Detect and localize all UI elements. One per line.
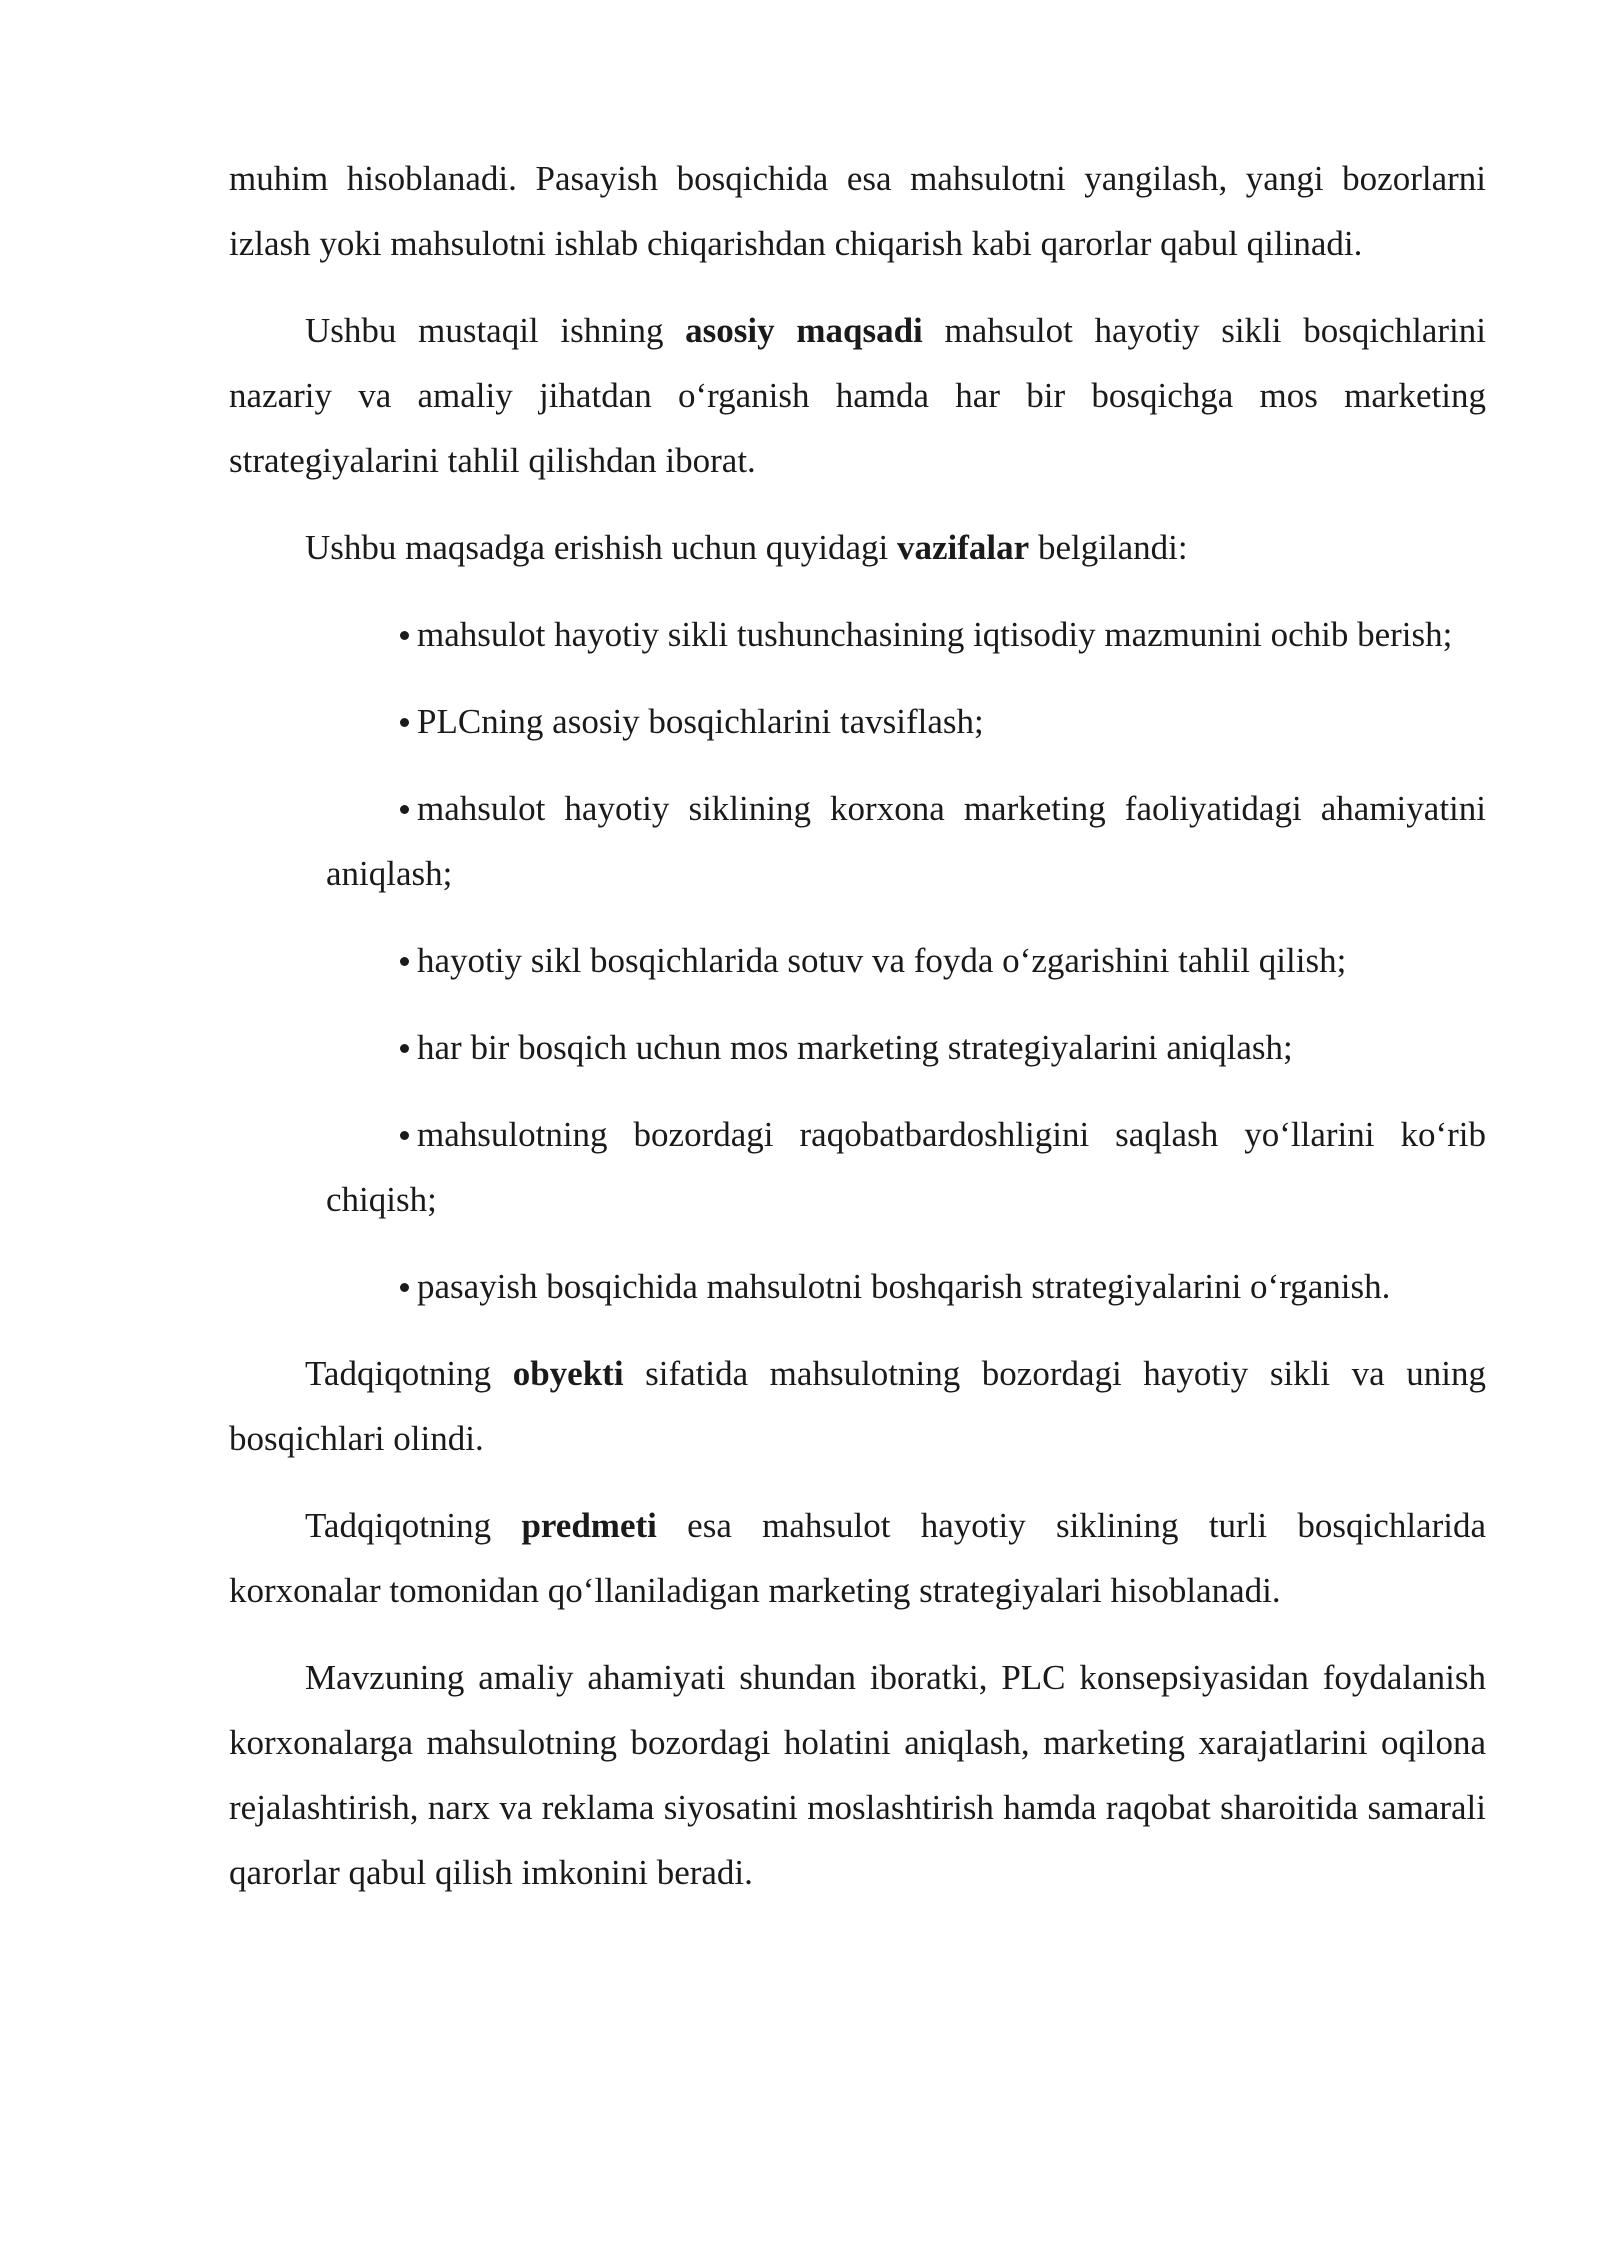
bullet-icon [400,957,409,966]
list-item [326,1102,1486,1232]
paragraph-object [229,1341,1486,1471]
list-item-text: hayotiy sikl bosqichlarida sotuv va foyda o‘zgarishini tahlil qilish; [417,941,1347,980]
paragraph-purpose-rest: mahsulot hayotiy sikli bosqichlarini nazariy va amaliy jihatdan o‘rganish hamda har bir bosqichga mos marketing strategiyalarini tahlil qilishdan iborat. [229,311,1486,480]
subject-rest: esa mahsulot hayotiy siklining turli bosqichlarida korxonalar tomonidan qo‘llaniladigan marketing strategiyalari hisoblanadi. [229,1506,1486,1610]
bullet-icon [400,1044,409,1053]
bullet-icon [400,805,409,814]
bullet-icon [400,1131,409,1140]
list-item [326,928,1486,993]
list-item-text: pasayish bosqichida mahsulotni boshqarish strategiyalarini o‘rganish. [417,1267,1391,1306]
bullet-icon [400,718,409,727]
paragraph-tasks-intro [229,515,1486,580]
paragraph-practical-significance: Mavzuning amaliy ahamiyati shundan iboratki, PLC konsepsiyasidan foydalanish korxonalarga mahsulotning bozordagi holatini aniqlash, marketing xarajatlarini oqilona rejalashtirish, narx va reklama siyosatini moslashtirish hamda raqobat sharoitida samarali qarorlar qabul qilish imkonini beradi. [229,1658,1486,1892]
object-bold-term: obyekti [512,1354,624,1393]
list-item [326,602,1486,667]
paragraph-continuation: muhim hisoblanadi. Pasayish bosqichida esa mahsulotni yangilash, yangi bozorlarni izlash yoki mahsulotni ishlab chiqarishdan chiqarish kabi qarorlar qabul qilinadi. [229,159,1486,263]
object-rest: sifatida mahsulotning bozordagi hayotiy sikli va uning bosqichlari olindi. [229,1354,1486,1458]
list-item-text: mahsulot hayotiy siklining korxona marketing faoliyatidagi ahamiyatini aniqlash; [326,789,1486,893]
list-item [326,776,1486,906]
paragraph-purpose-lead: Ushbu mustaqil ishning [305,311,686,350]
object-lead: Tadqiqotning [305,1354,513,1393]
list-item-text: mahsulotning bozordagi raqobatbardoshligini saqlash yo‘llarini ko‘rib chiqish; [326,1115,1486,1219]
tasks-intro-rest: belgilandi: [1029,528,1188,567]
list-item-text: har bir bosqich uchun mos marketing strategiyalarini aniqlash; [417,1028,1293,1067]
list-item-text: PLCning asosiy bosqichlarini tavsiflash; [417,702,984,741]
list-item [326,1015,1486,1080]
list-item-text: mahsulot hayotiy sikli tushunchasining iqtisodiy mazmunini ochib berish; [417,615,1453,654]
tasks-list [229,602,1486,1319]
purpose-bold-term: asosiy maqsadi [685,311,923,350]
tasks-bold-term: vazifalar [897,528,1030,567]
bullet-icon [400,1283,409,1292]
tasks-intro-lead: Ushbu maqsadga erishish uchun quyidagi [305,528,897,567]
subject-bold-term: predmeti [521,1506,657,1545]
list-item [326,689,1486,754]
paragraph-subject [229,1493,1486,1623]
subject-lead: Tadqiqotning [305,1506,522,1545]
list-item [326,1254,1486,1319]
document-body [229,146,1486,1927]
bullet-icon [400,631,409,640]
paragraph-purpose [229,298,1486,493]
